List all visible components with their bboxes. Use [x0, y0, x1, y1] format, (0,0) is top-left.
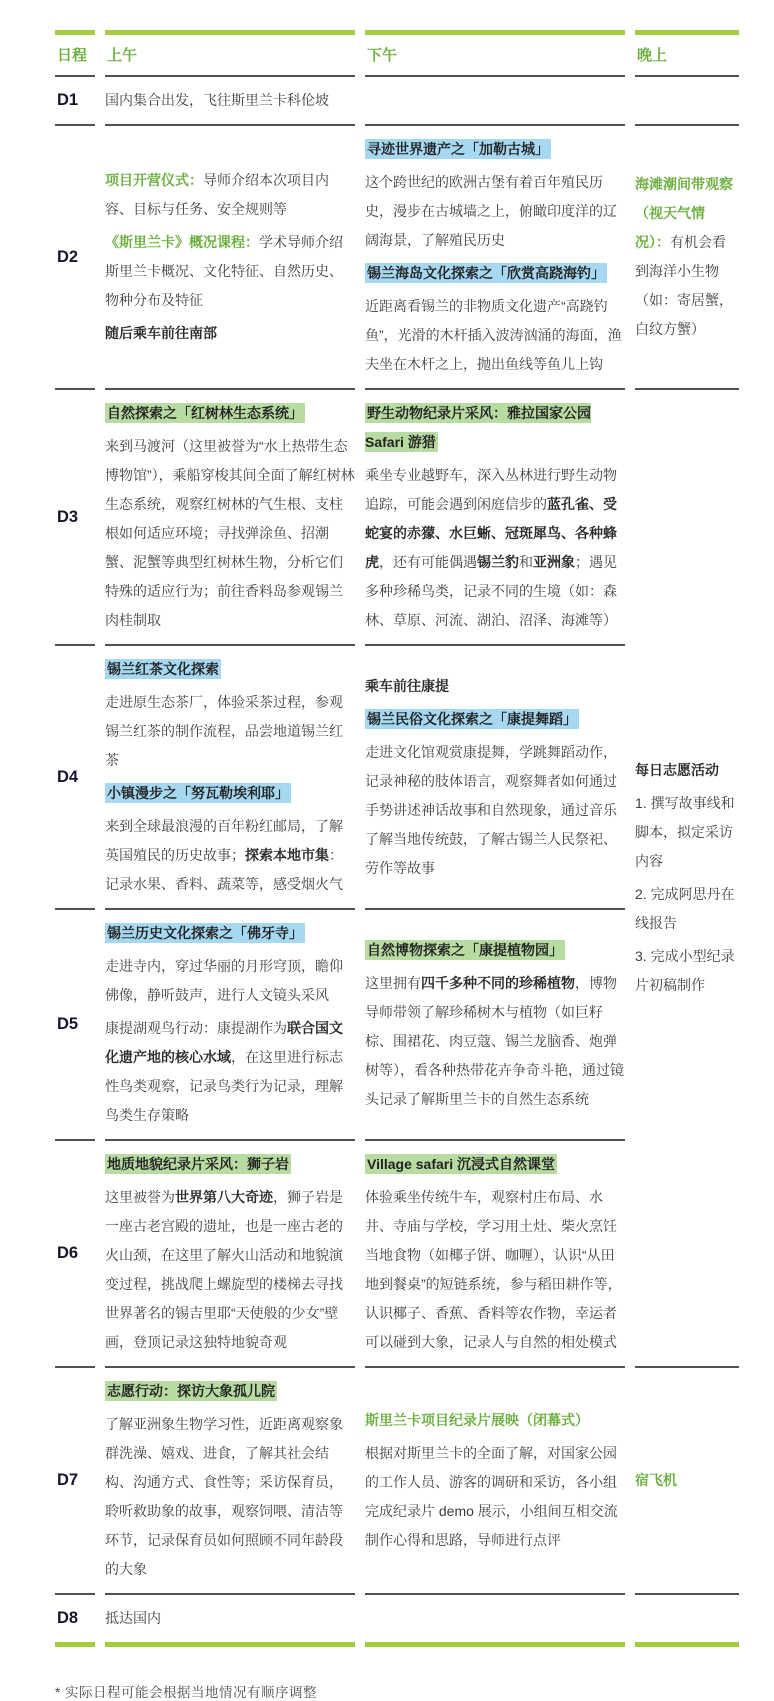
activity-title: 《斯里兰卡》概况课程： — [105, 234, 259, 250]
text-run: 根据对斯里兰卡的全面了解，对国家公园的工作人员、游客的调研和采访，各小组完成纪录片 demo 展示，小组间互相交流制作心得和思路，导师进行点评 — [365, 1445, 618, 1548]
column-header-day: 日程 — [55, 30, 95, 77]
activity-title: 宿飞机 — [635, 1472, 677, 1488]
text-block — [635, 1466, 739, 1495]
text-run: 来到全球最浪漫的百年粉红邮局，了解英国殖民的历史故事； — [105, 818, 343, 863]
text-block — [105, 1150, 355, 1179]
text-run: 有机会看到海洋小生物（如：寄居蟹，白纹方蟹） — [635, 234, 733, 337]
day-label-D2: D2 — [55, 126, 95, 390]
text-block — [105, 688, 355, 775]
day-label-D5: D5 — [55, 910, 95, 1141]
cell-D8-evening — [635, 1595, 739, 1647]
activity-title: 志愿行动：探访大象孤儿院 — [107, 1383, 275, 1399]
text-block — [105, 779, 355, 808]
text-run: 每日志愿活动 — [635, 762, 719, 778]
text-run: 和 — [519, 554, 533, 570]
text-block — [105, 655, 355, 684]
cell-D8-afternoon — [365, 1595, 625, 1647]
cell-D7-afternoon — [365, 1368, 625, 1595]
text-run: 这里被誉为 — [105, 1189, 175, 1205]
text-block — [365, 259, 625, 288]
text-block — [365, 705, 625, 734]
text-run: 走进文化馆观赏康提舞，学跳舞蹈动作，记录神秘的肢体语言，观察舞者如何通过手势讲述神话故事和自然现象，通过音乐了解当地传统鼓，了解古锡兰人民祭祀、劳作等故事 — [365, 743, 617, 876]
text-block — [365, 969, 625, 1114]
text-run: 这里拥有 — [365, 974, 421, 991]
text-run: 导师介绍本次项目内容、目标与任务、安全规则等 — [105, 172, 329, 217]
cell-D2-morning — [105, 126, 355, 390]
text-block — [365, 1406, 625, 1435]
text-run: ，在这里进行标志性鸟类观察，记录鸟类行为记录，理解鸟类生存策略 — [105, 1049, 343, 1123]
text-block — [635, 170, 739, 344]
text-block — [105, 952, 355, 1010]
text-block — [105, 399, 355, 428]
day-label-D4: D4 — [55, 646, 95, 910]
text-run: 世界第八大奇迹 — [175, 1189, 273, 1205]
activity-title: 海滩潮间带观察（视天气情况）： — [635, 176, 733, 250]
text-block — [105, 1183, 355, 1357]
cell-D5-morning — [105, 910, 355, 1141]
text-run: 蓝孔雀、受蛇宴的赤獴、水巨蜥、冠斑犀鸟、各种蜂虎 — [365, 496, 617, 570]
text-run: 体验乘坐传统牛车，观察村庄布局、水井、寺庙与学校，学习用土灶、柴火烹饪当地食物（如椰子饼、咖喱），认识“从田地到餐桌”的短链系统，参与稻田耕作等，认识椰子、香蕉、香料等农作物，幸运者可以碰到大象，记录人与自然的相处模式 — [365, 1189, 622, 1350]
cell-D4-morning — [105, 646, 355, 910]
day-label-D1: D1 — [55, 77, 95, 126]
activity-title: 锡兰海岛文化探索之「欣赏高跷海钓」 — [367, 265, 605, 281]
text-block — [105, 1410, 355, 1584]
text-block — [635, 789, 739, 876]
text-block — [635, 880, 739, 938]
text-block — [365, 738, 625, 883]
text-run: 锡兰豹 — [477, 554, 519, 570]
text-block — [105, 432, 355, 635]
footnote: * 实际日程可能会根据当地情况有顺序调整 — [55, 1685, 318, 1700]
activity-title: 斯里兰卡项目纪录片展映（闭幕式） — [365, 1412, 589, 1428]
text-block — [105, 228, 355, 315]
column-header-morning: 上午 — [105, 30, 355, 77]
text-block — [365, 461, 625, 635]
text-run: 乘坐专业越野车，深入丛林进行野生动物追踪，可能会遇到闲庭信步的 — [365, 467, 617, 512]
text-run: 近距离看锡兰的非物质文化遗产“高跷钓鱼”，光滑的木杆插入波涛汹涌的海面，渔夫坐在木杆之上，抛出鱼线等鱼儿上钩 — [365, 298, 622, 372]
text-run: 康提湖观鸟行动：康提湖作为 — [105, 1020, 287, 1036]
cell-D1-afternoon — [365, 77, 625, 126]
text-block — [365, 672, 625, 701]
text-run: 走进寺内，穿过华丽的月形穹顶，瞻仰佛像，静听鼓声，进行人文镜头采风 — [105, 958, 343, 1003]
activity-title: 自然探索之「红树林生态系统」 — [107, 405, 303, 421]
text-run: 走进原生态茶厂，体验采茶过程，参观锡兰红茶的制作流程，品尝地道锡兰红茶 — [105, 694, 343, 768]
cell-D6-afternoon — [365, 1141, 625, 1368]
activity-title: 寻迹世界遗产之「加勒古城」 — [367, 141, 549, 157]
text-block — [635, 756, 739, 785]
day-label-D3: D3 — [55, 390, 95, 646]
activity-title: 地质地貌纪录片采风：狮子岩 — [107, 1156, 289, 1172]
cell-D6-morning — [105, 1141, 355, 1368]
day-label-D7: D7 — [55, 1368, 95, 1595]
text-run: 国内集合出发，飞往斯里兰卡科伦坡 — [105, 92, 329, 108]
activity-title: 锡兰民俗文化探索之「康提舞蹈」 — [367, 710, 577, 727]
text-run: ，还有可能偶遇 — [379, 554, 477, 570]
text-block — [365, 1183, 625, 1357]
text-run: 了解亚洲象生物学习性，近距离观察象群洗澡、嬉戏、进食，了解其社会结构、沟通方式、食性等；采访保育员，聆听救助象的故事，观察饲喂、清洁等环节，记录保育员如何照顾不同年龄段的大象 — [105, 1416, 343, 1577]
cell-D7-evening — [635, 1368, 739, 1595]
text-run: 这个跨世纪的欧洲古堡有着百年殖民历史，漫步在古城墙之上，俯瞰印度洋的辽阔海景，了解殖民历史 — [365, 174, 617, 248]
cell-D1-morning — [105, 77, 355, 126]
text-run: ，狮子岩是一座古老宫殿的遗址，也是一座古老的火山颈，在这里了解火山活动和地貌演变过程，挑战爬上螺旋型的楼梯去寻找世界著名的锡吉里耶“天使般的少女”壁画，登顶记录这独特地貌奇观 — [105, 1189, 343, 1350]
cell-D3-morning — [105, 390, 355, 646]
text-block — [105, 319, 355, 348]
text-block — [365, 1150, 625, 1179]
text-run: 乘车前往康提 — [365, 677, 449, 694]
text-run: ，博物导师带领了解珍稀树木与植物（如巨籽棕、围裙花、肉豆蔻、锡兰龙脑香、炮弹树等），看各种热带花卉争奇斗艳，通过镜头记录了解斯里兰卡的自然生态系统 — [365, 974, 624, 1107]
activity-title: 锡兰红茶文化探索 — [107, 661, 219, 677]
cell-D7-morning — [105, 1368, 355, 1595]
text-run: 2. 完成阿思丹在线报告 — [635, 886, 735, 931]
text-block — [365, 135, 625, 164]
day-label-D8: D8 — [55, 1595, 95, 1647]
text-block — [365, 1439, 625, 1555]
text-block — [105, 1377, 355, 1406]
activity-title: 项目开营仪式： — [105, 172, 203, 188]
text-run: ；遇见多种珍稀鸟类，记录不同的生境（如：森林、草原、河流、湖泊、沼泽、海滩等） — [365, 554, 617, 628]
cell-D1-evening — [635, 77, 739, 126]
text-block — [105, 166, 355, 224]
text-block — [365, 168, 625, 255]
text-run: 学术导师介绍斯里兰卡概况、文化特征、自然历史、物种分布及特征 — [105, 234, 343, 308]
activity-title: 锡兰历史文化探索之「佛牙寺」 — [107, 925, 303, 941]
text-run: 四千多种不同的珍稀植物 — [421, 974, 575, 991]
itinerary-table — [55, 30, 739, 1647]
activity-title: 自然博物探索之「康提植物园」 — [367, 941, 563, 958]
activity-title: Village safari 沉浸式自然课堂 — [367, 1156, 556, 1172]
cell-D2-afternoon — [365, 126, 625, 390]
text-run: 联合国文化遗产地的核心水域 — [105, 1020, 343, 1065]
cell-D4-afternoon — [365, 646, 625, 910]
text-block — [365, 399, 625, 457]
text-run: 亚洲象 — [533, 554, 575, 570]
day-label-D6: D6 — [55, 1141, 95, 1368]
text-block — [635, 942, 739, 1000]
cell-D3-evening — [635, 390, 739, 1368]
cell-D3-afternoon — [365, 390, 625, 646]
text-run: 随后乘车前往南部 — [105, 325, 217, 341]
text-block — [365, 936, 625, 965]
text-run: ：记录水果、香料、蔬菜等，感受烟火气 — [105, 847, 343, 892]
text-block — [105, 1014, 355, 1130]
text-run: 探索本地市集 — [245, 847, 329, 863]
text-run: 1. 撰写故事线和脚本，拟定采访内容 — [635, 795, 735, 869]
column-header-evening: 晚上 — [635, 30, 739, 77]
text-run: 来到马渡河（这里被誉为“水上热带生态博物馆”），乘船穿梭其间全面了解红树林生态系统，观察红树林的气生根、支柱根如何适应环境；寻找弹涂鱼、招潮蟹、泥蟹等典型红树林生物，分析它们特殊的适应行为；前往香料岛参观锡兰肉桂制取 — [105, 438, 355, 628]
activity-title: 小镇漫步之「努瓦勒埃利耶」 — [107, 785, 289, 801]
cell-D8-morning — [105, 1595, 355, 1647]
text-run: 抵达国内 — [105, 1610, 161, 1626]
text-run: 3. 完成小型纪录片初稿制作 — [635, 948, 735, 993]
cell-D5-afternoon — [365, 910, 625, 1141]
text-block — [105, 1604, 355, 1633]
text-block — [105, 812, 355, 899]
text-block — [365, 292, 625, 379]
text-block — [105, 919, 355, 948]
text-block — [105, 86, 355, 115]
cell-D2-evening — [635, 126, 739, 390]
column-header-afternoon: 下午 — [365, 30, 625, 77]
activity-title: 野生动物纪录片采风：雅拉国家公园 Safari 游猎 — [365, 405, 591, 450]
